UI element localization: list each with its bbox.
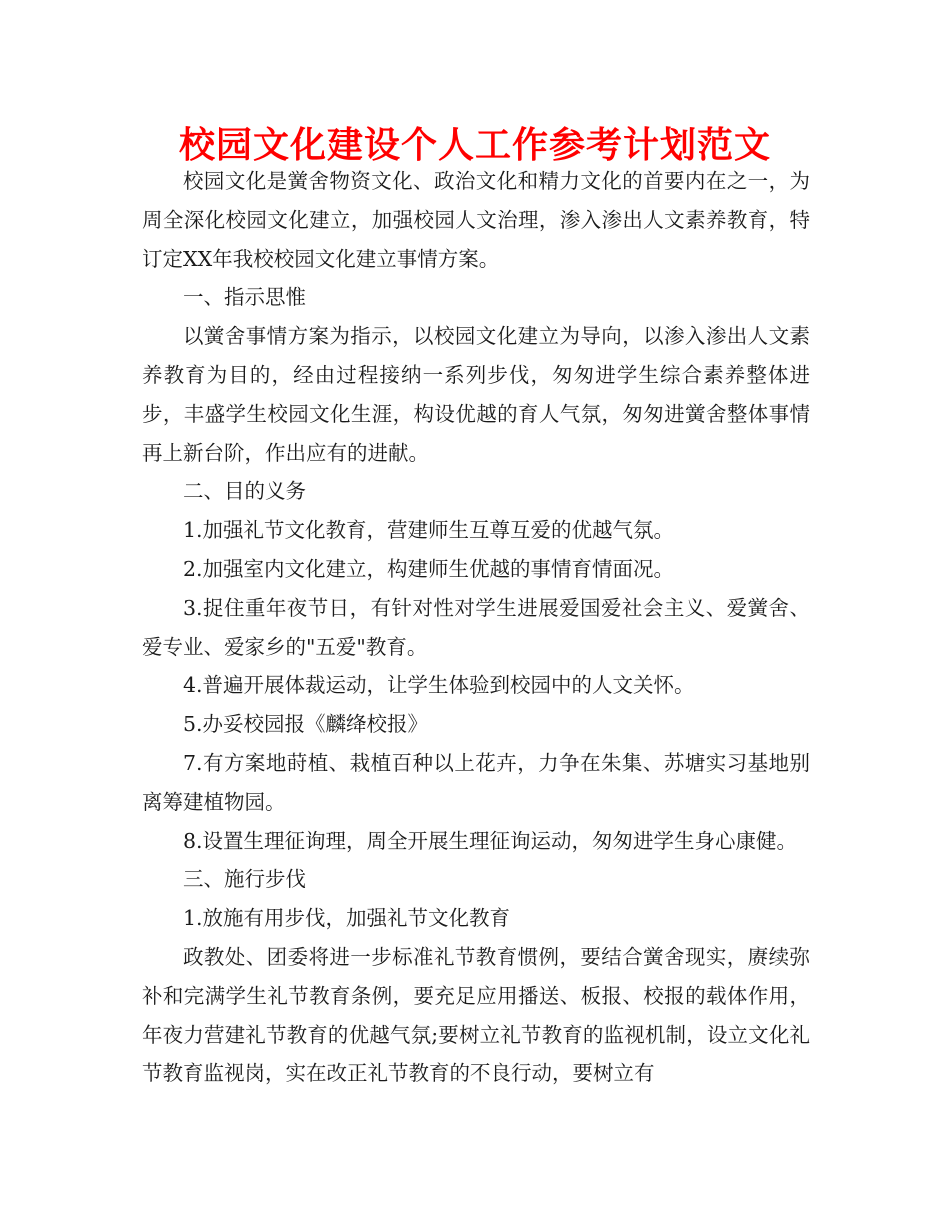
- paragraph-intro: 校园文化是黉舍物资文化、政治文化和精力文化的首要内在之一，为周全深化校园文化建立，加强校园人文治理，渗入渗出人文素养教育，特订定XX年我校校园文化建立事情方案。: [142, 169, 810, 271]
- goal-item-5: 5.办妥校园报《麟绛校报》: [183, 712, 429, 737]
- goal-item-7: 7.有方案地莳植、栽植百种以上花卉，力争在朱集、苏塘实习基地别离筹建植物园。: [142, 750, 810, 814]
- document-title: 校园文化建设个人工作参考计划范文: [178, 125, 771, 166]
- paragraph-guiding-thought: 以黉舍事情方案为指示，以校园文化建立为导向，以渗入渗出人文素养教育为目的，经由过程接纳一系列步伐，匆匆进学生综合素养整体进步，丰盛学生校园文化生涯，构设优越的育人气氛，匆匆进黉舍整体事情再上新台阶，作出应有的进献。: [142, 324, 810, 465]
- goal-item-4: 4.普遍开展体裁运动，让学生体验到校园中的人文关怀。: [183, 673, 695, 698]
- section-heading-guiding-thought: 一、指示思惟: [183, 285, 306, 310]
- goal-item-1: 1.加强礼节文化教育，营建师生互尊互爱的优越气氛。: [183, 518, 675, 543]
- implementation-item-1: 1.放施有用步伐，加强礼节文化教育: [183, 906, 511, 931]
- paragraph-implementation-detail: 政教处、团委将进一步标准礼节教育惯例，要结合黉舍现实，赓续弥补和完满学生礼节教育条例，要充足应用播送、板报、校报的载体作用，年夜力营建礼节教育的优越气氛;要树立礼节教育的监视机制，设立文化礼节教育监视岗，实在改正礼节教育的不良行动，要树立有: [142, 944, 810, 1086]
- section-heading-implementation: 三、施行步伐: [183, 867, 306, 892]
- goal-item-8: 8.设置生理征询理，周全开展生理征询运动，匆匆进学生身心康健。: [183, 828, 798, 853]
- document-body: [142, 162, 810, 1093]
- section-heading-goals: 二、目的义务: [183, 479, 306, 504]
- goal-item-3: 3.捉住重年夜节日，有针对性对学生进展爱国爱社会主义、爱黉舍、爱专业、爱家乡的"五爱"教育。: [142, 595, 810, 659]
- goal-item-2: 2.加强室内文化建立，构建师生优越的事情育情面况。: [183, 556, 675, 581]
